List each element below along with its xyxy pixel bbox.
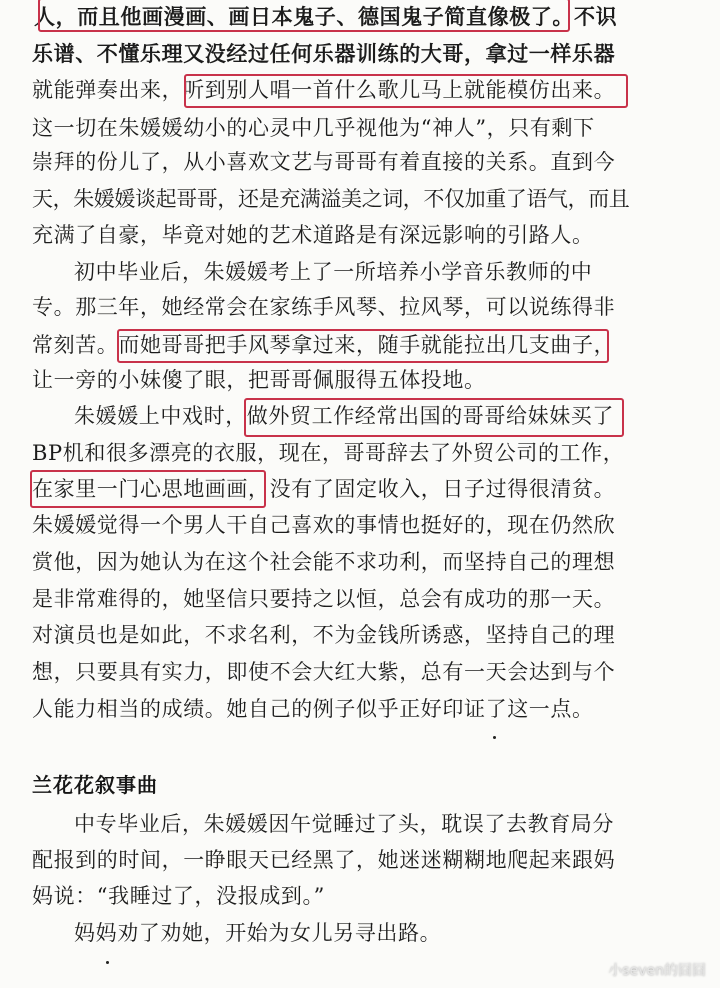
text-line: 朱媛媛上中戏时，做外贸工作经常出国的哥哥给妹妹买了 xyxy=(74,404,614,428)
text-line: 崇拜的份儿了，从小喜欢文艺与哥哥有着直接的关系。直到今 xyxy=(32,150,616,174)
text-line: 对演员也是如此，不求名利，不为金钱所诱惑，坚持自己的理 xyxy=(32,623,616,647)
text-line: 常刻苦。而她哥哥把手风琴拿过来，随手就能拉出几支曲子， xyxy=(32,333,616,357)
text-line: 人，而且他画漫画、画日本鬼子、德国鬼子简直像极了。不识 xyxy=(34,4,618,29)
text-line: 妈妈劝了劝她，开始为女儿另寻出路。 xyxy=(74,921,442,945)
text-line: 这一切在朱媛媛幼小的心灵中几乎视他为“神人”，只有剩下 xyxy=(32,116,595,140)
ink-speck xyxy=(493,736,496,739)
text-line: 配报到的时间，一睁眼天已经黑了，她迷迷糊糊地爬起来跟妈 xyxy=(32,848,616,872)
text-line: 在家里一门心思地画画，没有了固定收入，日子过得很清贫。 xyxy=(32,477,616,501)
ink-speck xyxy=(106,961,109,964)
text-line: 初中毕业后，朱媛媛考上了一所培养小学音乐教师的中 xyxy=(74,260,593,284)
text-line: 专。那三年，她经常会在家练手风琴、拉风琴，可以说练得非 xyxy=(32,295,616,319)
text-line: 妈说：“我睡过了，没报成到。” xyxy=(32,884,325,908)
watermark: 小seven的囧囧 xyxy=(608,963,706,979)
text-line: 乐谱、不懂乐理又没经过任何乐器训练的大哥，拿过一样乐器 xyxy=(32,41,616,66)
text-line: 人能力相当的成绩。她自己的例子似乎正好印证了这一点。 xyxy=(32,697,594,721)
text-line: BP机和很多漂亮的衣服，现在，哥哥辞去了外贸公司的工作， xyxy=(32,441,625,465)
text-line: 让一旁的小妹傻了眼，把哥哥佩服得五体投地。 xyxy=(32,368,486,392)
text-line: 是非常难得的，她坚信只要持之以恒，总会有成功的那一天。 xyxy=(32,587,616,611)
text-line: 朱媛媛觉得一个男人干自己喜欢的事情也挺好的，现在仍然欣 xyxy=(32,513,616,537)
text-line: 充满了自豪，毕竟对她的艺术道路是有深远影响的引路人。 xyxy=(32,223,594,247)
text-line: 天，朱媛媛谈起哥哥，还是充满溢美之词，不仅加重了语气，而且 xyxy=(32,187,630,211)
text-line: 想，只要具有实力，即使不会大红大紫，总有一天会达到与个 xyxy=(32,660,616,684)
section-heading: 兰花花叙事曲 xyxy=(32,773,158,797)
text-line: 就能弹奏出来，听到别人唱一首什么歌儿马上就能模仿出来。 xyxy=(32,78,616,102)
text-line: 赏他，因为她认为在这个社会能不求功利，而坚持自己的理想 xyxy=(32,550,616,574)
text-line: 中专毕业后，朱媛媛因午觉睡过了头，耽误了去教育局分 xyxy=(74,812,614,836)
